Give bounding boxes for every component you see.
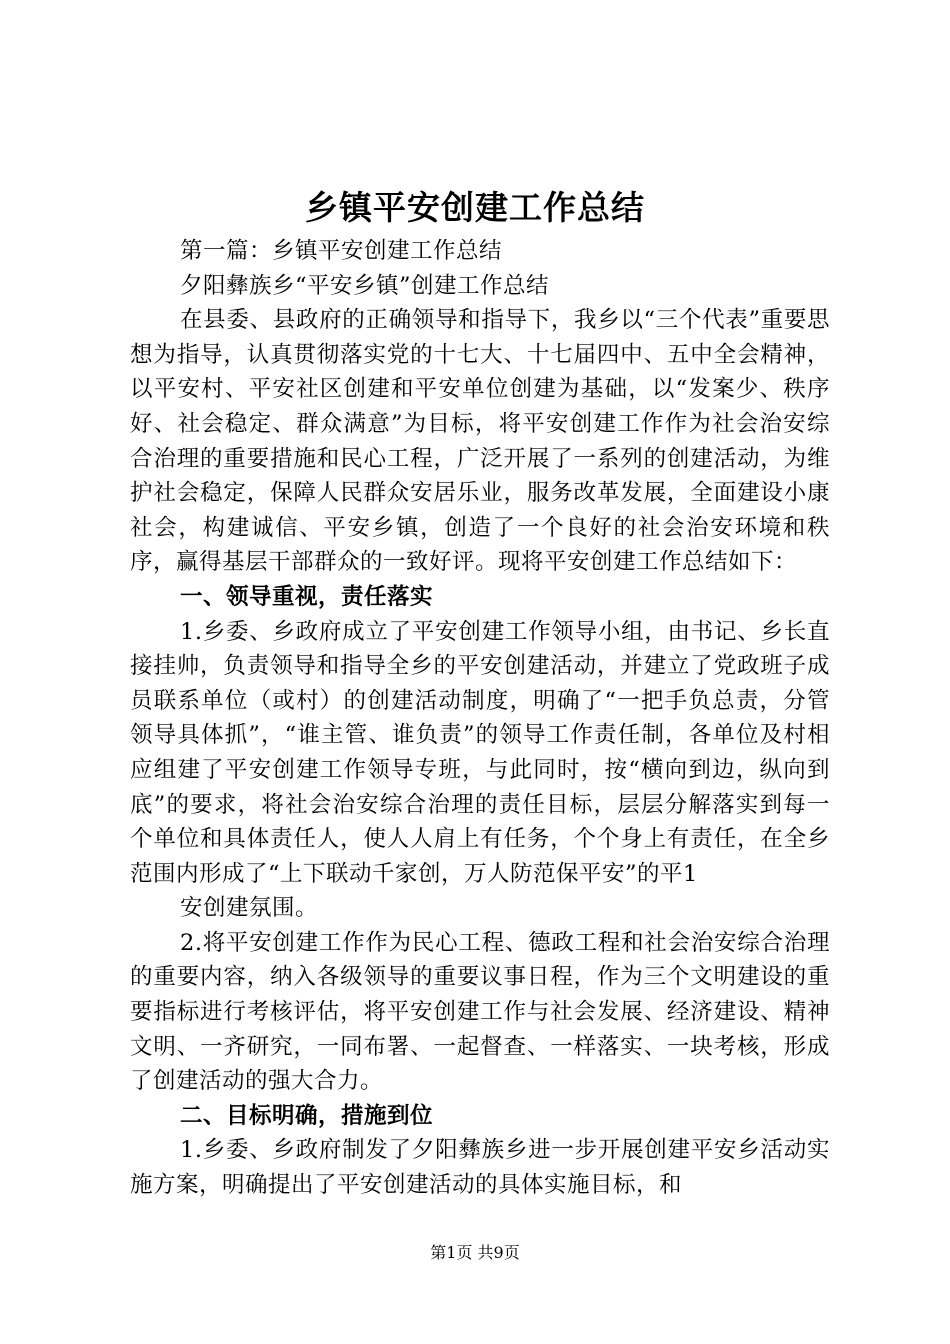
document-body: [130, 234, 830, 1203]
paragraph: 第一篇：乡镇平安创建工作总结: [180, 238, 503, 264]
paragraph: 安创建氛围。: [180, 895, 319, 922]
paragraph: 在县委、县政府的正确领导和指导下，我乡以“三个代表”重要思想为指导，认真贯彻落实党的十七大、十七届四中、五中全会精神，以平安村、平安社区创建和平安单位创建为基础，以“发案少、秩序好、社会稳定、群众满意”为目标，将平安创建工作作为社会治安综合治理的重要措施和民心工程，广泛开展了一系列的创建活动，为维护社会稳定，保障人民群众安居乐业，服务改革发展，全面建设小康社会，构建诚信、平安乡镇，创造了一个良好的社会治安环境和秩序，赢得基层干部群众的一致好评。现将平安创建工作总结如下：: [130, 307, 830, 576]
document-title: 乡镇平安创建工作总结: [305, 188, 645, 227]
page-number-footer: 第1页 共9页: [430, 1243, 520, 1262]
section-heading: 二、目标明确，措施到位: [180, 1102, 434, 1129]
paragraph: 夕阳彝族乡“平安乡镇”创建工作总结: [180, 272, 550, 299]
paragraph: 1.乡委、乡政府成立了平安创建工作领导小组，由书记、乡长直接挂帅，负责领导和指导全乡的平安创建活动，并建立了党政班子成员联系单位（或村）的创建活动制度，明确了“一把手负总责，分管领导具体抓”，“谁主管、谁负责”的领导工作责任制，各单位及村相应组建了平安创建工作领导专班，与此同时，按“横向到边，纵向到底”的要求，将社会治安综合治理的责任目标，层层分解落实到每一个单位和具体责任人，使人人肩上有任务，个个身上有责任，在全乡范围内形成了“上下联动千家创，万人防范保平安”的平1: [130, 618, 830, 887]
paragraph: 1.乡委、乡政府制发了夕阳彝族乡进一步开展创建平安乡活动实施方案，明确提出了平安创建活动的具体实施目标，和: [130, 1137, 830, 1199]
section-heading: 一、领导重视，责任落实: [180, 583, 434, 610]
paragraph: 2.将平安创建工作作为民心工程、德政工程和社会治安综合治理的重要内容，纳入各级领导的重要议事日程，作为三个文明建设的重要指标进行考核评估，将平安创建工作与社会发展、经济建设、精神文明、一齐研究，一同布署、一起督查、一样落实、一块考核，形成了创建活动的强大合力。: [130, 929, 830, 1095]
